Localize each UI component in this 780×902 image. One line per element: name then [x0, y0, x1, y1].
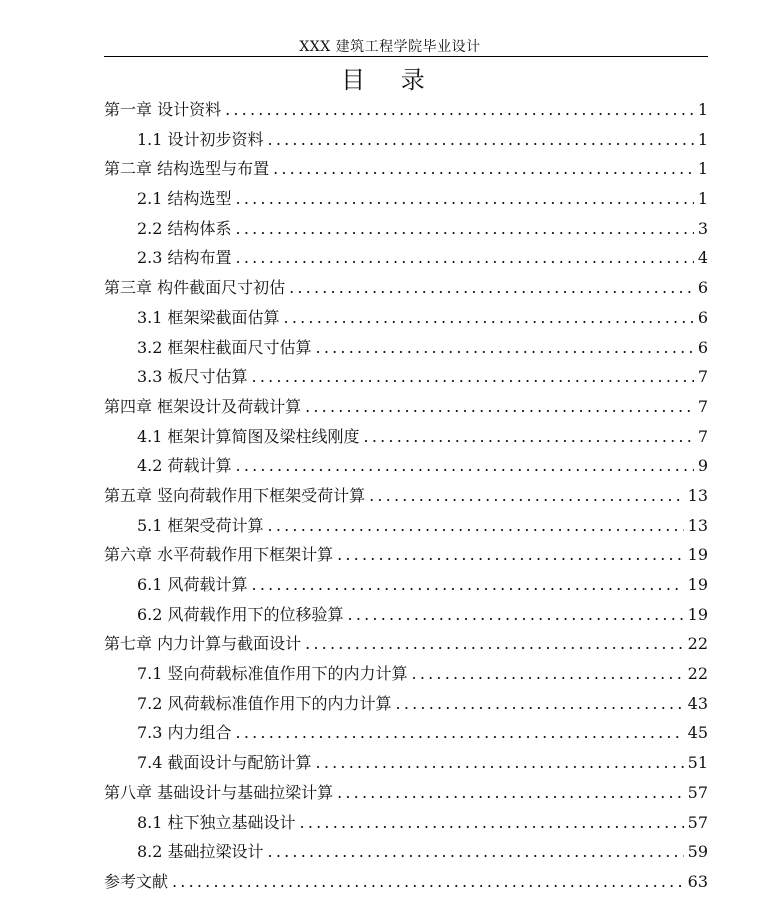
toc-entry-label: 参考文献	[104, 871, 169, 891]
toc-title: 目 录	[341, 66, 439, 94]
toc-entry-page: 51	[687, 753, 708, 773]
toc-entry[interactable]	[104, 303, 708, 333]
toc-leader-dots	[337, 540, 684, 570]
toc-leader-dots	[337, 778, 684, 808]
toc-entry-page: 22	[687, 634, 708, 654]
toc-entry-page: 57	[687, 782, 708, 802]
toc-leader-dots	[252, 570, 684, 600]
toc-leader-dots	[236, 451, 694, 481]
toc-leader-dots	[305, 392, 694, 422]
toc-entry[interactable]	[104, 837, 708, 867]
toc-entry-page: 45	[687, 723, 708, 743]
toc-entry-page: 13	[687, 485, 708, 505]
toc-leader-dots	[236, 214, 694, 244]
toc-entry-page: 1	[697, 129, 708, 149]
toc-entry-label: 2.1 结构选型	[137, 189, 232, 209]
toc-entry[interactable]	[104, 362, 708, 392]
toc-entry-page: 6	[697, 278, 708, 298]
page-header-title: XXX 建筑工程学院毕业设计	[299, 39, 481, 55]
toc-entry-label: 4.2 荷载计算	[137, 456, 232, 476]
toc-entry-label: 8.2 基础拉梁设计	[137, 842, 264, 862]
toc-entry[interactable]	[104, 540, 708, 570]
toc-entry-page: 22	[687, 664, 708, 684]
toc-entry[interactable]	[104, 600, 708, 630]
toc-entry-label: 3.1 框架梁截面估算	[137, 307, 280, 327]
toc-entry-page: 7	[697, 367, 708, 387]
toc-entry-page: 7	[697, 426, 708, 446]
toc-entry[interactable]	[104, 95, 708, 125]
toc-entry-page: 19	[687, 545, 708, 565]
toc-entry-label: 7.4 截面设计与配筋计算	[137, 753, 312, 773]
toc-entry[interactable]	[104, 748, 708, 778]
toc-entry-page: 6	[697, 337, 708, 357]
toc-entry-page: 59	[687, 842, 708, 862]
toc-entry-label: 第三章 构件截面尺寸初估	[104, 278, 286, 298]
toc-entry[interactable]	[104, 184, 708, 214]
toc-entry-label: 第八章 基础设计与基础拉梁计算	[104, 782, 334, 802]
toc-leader-dots	[236, 243, 694, 273]
toc-entry-page: 19	[687, 604, 708, 624]
toc-entry-page: 7	[697, 396, 708, 416]
toc-entry[interactable]	[104, 214, 708, 244]
toc-entry-label: 6.1 风荷载计算	[137, 575, 248, 594]
toc-entry-label: 第二章 结构选型与布置	[104, 159, 270, 179]
toc-entry-label: 第七章 内力计算与截面设计	[104, 634, 302, 654]
toc-entry-page: 13	[687, 515, 708, 535]
toc-entry-label: 7.2 风荷载标准值作用下的内力计算	[137, 693, 392, 713]
toc-entry-page: 1	[697, 189, 708, 209]
toc-entry-page: 4	[697, 248, 708, 268]
toc-entry[interactable]	[104, 808, 708, 838]
toc-entry-label: 7.1 竖向荷载标准值作用下的内力计算	[137, 664, 408, 684]
toc-entry-page: 9	[697, 456, 708, 476]
toc-entry[interactable]	[104, 659, 708, 689]
toc-entry[interactable]	[104, 451, 708, 481]
toc-entry[interactable]	[104, 570, 708, 600]
toc-leader-dots	[268, 511, 684, 541]
toc-entry-page: 3	[697, 218, 708, 238]
toc-leader-dots	[268, 125, 694, 155]
toc-leader-dots	[172, 867, 684, 897]
toc-entry-label: 第六章 水平荷载作用下框架计算	[104, 545, 334, 565]
toc-leader-dots	[364, 422, 694, 452]
toc-entry[interactable]	[104, 243, 708, 273]
toc-leader-dots	[289, 273, 694, 303]
toc-entry[interactable]	[104, 333, 708, 363]
toc-leader-dots	[236, 718, 684, 748]
toc-entry-label: 3.2 框架柱截面尺寸估算	[137, 337, 312, 357]
toc-leader-dots	[316, 333, 694, 363]
toc-entry[interactable]	[104, 481, 708, 511]
toc-entry[interactable]	[104, 778, 708, 808]
toc-entry[interactable]	[104, 422, 708, 452]
toc-entry-label: 3.3 板尺寸估算	[137, 367, 248, 387]
toc-entry[interactable]	[104, 125, 708, 155]
toc-entry-label: 第一章 设计资料	[104, 100, 222, 119]
toc-leader-dots	[305, 629, 684, 659]
header-rule	[104, 56, 708, 57]
toc-leader-dots	[273, 154, 694, 184]
toc-entry-page: 63	[687, 871, 708, 891]
toc-entry[interactable]	[104, 689, 708, 719]
toc-leader-dots	[369, 481, 684, 511]
toc-leader-dots	[252, 362, 694, 392]
toc-leader-dots	[284, 303, 694, 333]
toc-entry-label: 1.1 设计初步资料	[137, 129, 264, 149]
toc-entry-label: 2.2 结构体系	[137, 218, 232, 238]
toc-entry-page: 43	[687, 693, 708, 713]
toc-leader-dots	[412, 659, 684, 689]
toc-entry-page: 1	[697, 159, 708, 179]
toc-leader-dots	[396, 689, 684, 719]
toc-entry-label: 6.2 风荷载作用下的位移验算	[137, 604, 344, 624]
toc-entry-label: 2.3 结构布置	[137, 248, 232, 268]
toc-entry-page: 19	[687, 575, 708, 594]
toc-leader-dots	[316, 748, 684, 778]
toc-entry[interactable]	[104, 718, 708, 748]
toc-entry-label: 4.1 框架计算简图及梁柱线刚度	[137, 426, 360, 446]
toc-entry[interactable]	[104, 154, 708, 184]
toc-entry[interactable]	[104, 867, 708, 897]
toc-entry-label: 7.3 内力组合	[137, 723, 232, 743]
toc-entry[interactable]	[104, 511, 708, 541]
toc-leader-dots	[300, 808, 684, 838]
toc-entry-label: 第四章 框架设计及荷载计算	[104, 396, 302, 416]
table-of-contents	[104, 95, 708, 897]
toc-entry-label: 第五章 竖向荷载作用下框架受荷计算	[104, 485, 366, 505]
toc-entry-page: 57	[687, 812, 708, 832]
toc-entry[interactable]	[104, 392, 708, 422]
toc-entry-label: 5.1 框架受荷计算	[137, 515, 264, 535]
toc-leader-dots	[236, 184, 694, 214]
toc-entry-page: 1	[697, 100, 708, 119]
toc-leader-dots	[348, 600, 684, 630]
toc-entry[interactable]	[104, 629, 708, 659]
toc-entry-label: 8.1 柱下独立基础设计	[137, 812, 296, 832]
toc-leader-dots	[268, 837, 684, 867]
toc-entry[interactable]	[104, 273, 708, 303]
toc-leader-dots	[225, 95, 694, 125]
toc-entry-page: 6	[697, 307, 708, 327]
